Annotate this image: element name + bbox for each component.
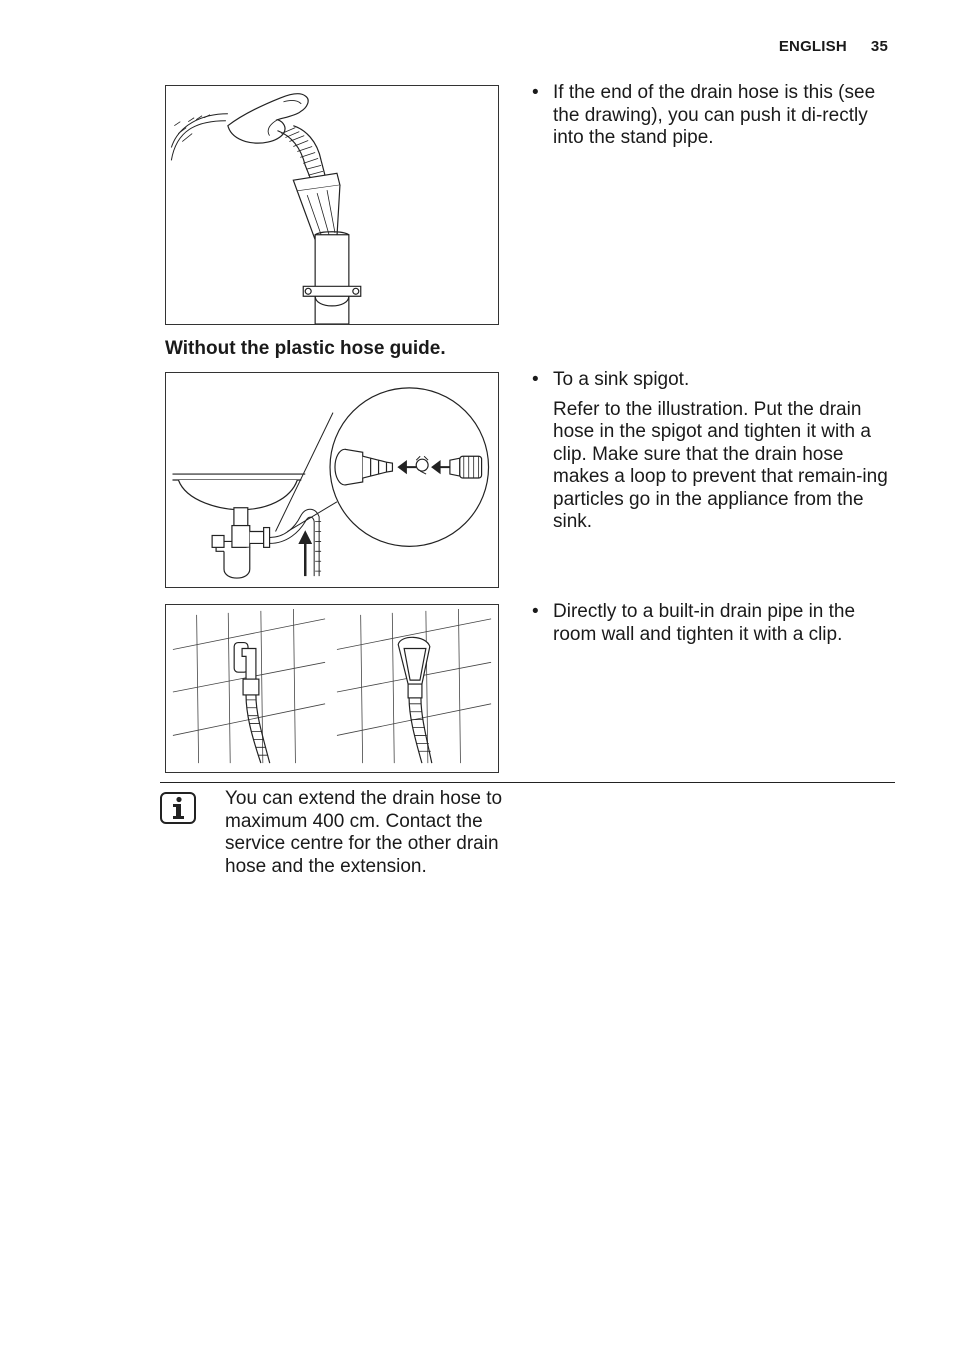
bullet-sink-spigot <box>532 369 892 534</box>
bullet-text: If the end of the drain hose is this (see the drawing), you can push it di-rectly into the stand pipe. <box>553 82 876 148</box>
info-icon <box>160 792 196 824</box>
bullet-marker: • <box>532 601 539 622</box>
wall-drain-illustration <box>165 604 499 773</box>
language-label: ENGLISH <box>778 38 847 55</box>
bullet-stand-pipe <box>532 82 892 150</box>
sink-spigot-instructions: Refer to the illustration. Put the drain hose in the spigot and tighten it with a clip. Make sure that the drain hose makes a loop to prevent that remain-ing particles go in the appliance from the sink. <box>553 398 888 532</box>
bullet-text: To a sink spigot. <box>553 369 690 390</box>
bullet-marker: • <box>532 369 539 390</box>
info-note-text: You can extend the drain hose to maximum 400 cm. Contact the service centre for the other drain hose and the extension. <box>225 788 503 877</box>
bullet-marker: • <box>532 82 539 103</box>
bullet-wall-drain <box>532 601 892 646</box>
bullet-text: Directly to a built-in drain pipe in the room wall and tighten it with a clip. <box>553 601 856 645</box>
stand-pipe-illustration <box>165 85 499 325</box>
page-number: 35 <box>870 38 888 55</box>
divider <box>160 782 895 783</box>
subheading-without-guide: Without the plastic hose guide. <box>165 338 446 359</box>
sink-spigot-illustration <box>165 372 499 588</box>
page-header <box>779 38 888 55</box>
